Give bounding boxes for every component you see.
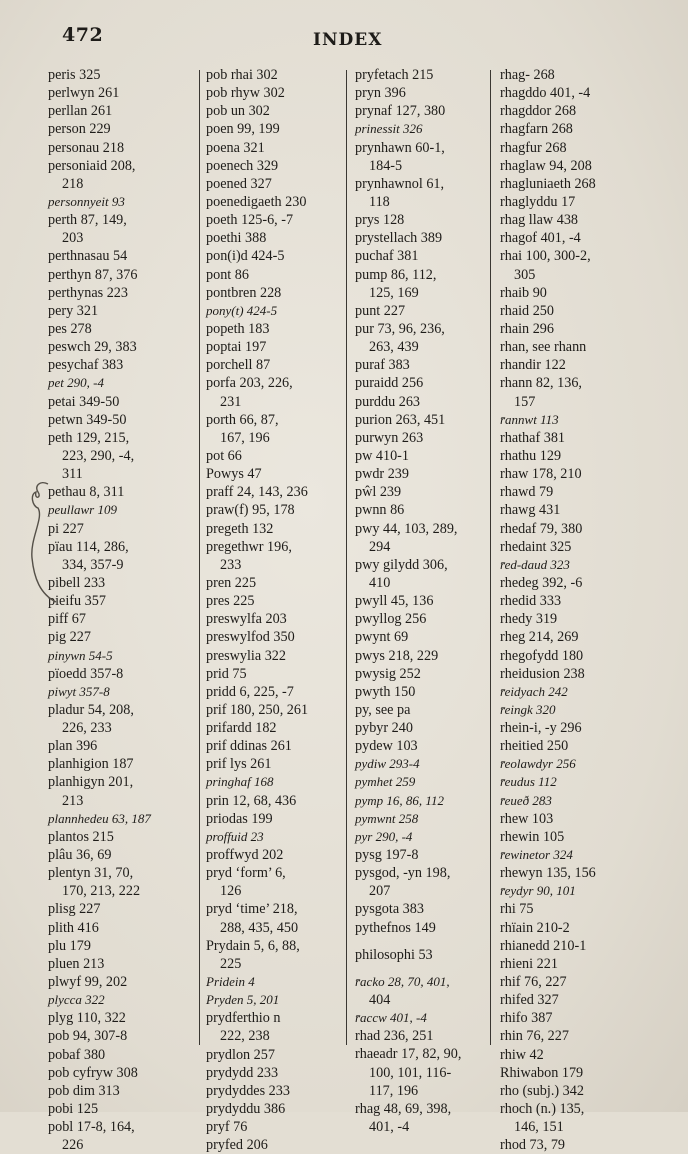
index-entry: personnyeit 93 (48, 193, 125, 209)
index-entry: rhoch (n.) 135, (500, 1101, 585, 1118)
index-entry: prydyddes 233 (206, 1082, 290, 1099)
index-entry-continuation: 207 (369, 883, 391, 900)
index-entry: perthnasau 54 (48, 248, 128, 265)
index-entry: rhag 48, 69, 398, (355, 1100, 452, 1117)
index-entry: personau 218 (48, 139, 125, 156)
index-entry: Powys 47 (206, 466, 262, 483)
index-entry: pur 73, 96, 236, (355, 320, 445, 337)
index-entry-continuation: 305 (514, 266, 536, 283)
index-entry-continuation: 294 (369, 538, 391, 555)
index-entry-continuation: 100, 101, 116- (369, 1064, 452, 1081)
index-entry: rhagluniaeth 268 (500, 175, 596, 192)
index-entry: pydiw 293-4 (355, 756, 420, 772)
index-entry: prifardd 182 (206, 720, 277, 737)
index-entry: piwyt 357-8 (48, 683, 110, 699)
index-entry-continuation: 117, 196 (369, 1082, 419, 1099)
index-entry: Prydain 5, 6, 88, (206, 937, 300, 954)
index-entry: prydferthio n (206, 1010, 281, 1027)
index-entry-continuation: 233 (220, 556, 242, 573)
index-entry: pethau 8, 311 (48, 484, 125, 501)
index-entry: pythefnos 149 (355, 919, 436, 936)
index-entry: peullawr 109 (48, 502, 117, 518)
index-entry: pregethwr 196, (206, 538, 292, 555)
index-entry: praw(f) 95, 178 (206, 502, 295, 519)
index-entry: rhïain 210-2 (500, 919, 570, 936)
index-entry: rhawg 431 (500, 502, 561, 519)
index-entry: prid 75 (206, 665, 247, 682)
index-entry: rhiw 42 (500, 1046, 544, 1063)
index-entry: rhod 73, 79 (500, 1137, 566, 1154)
index-entry: pwyll 45, 136 (355, 593, 434, 610)
index-entry: pregeth 132 (206, 520, 274, 537)
index-entry: rhew 103 (500, 810, 554, 827)
index-column-1 (48, 66, 194, 1154)
index-entry: pery 321 (48, 302, 99, 319)
index-entry: planhigyn 201, (48, 774, 134, 791)
index-entry: rhaw 178, 210 (500, 466, 582, 483)
index-entry: preswylfod 350 (206, 629, 295, 646)
index-entry: proffwyd 202 (206, 847, 284, 864)
index-entry: priodas 199 (206, 810, 273, 827)
index-entry: plith 416 (48, 919, 99, 936)
entry-gap (355, 964, 485, 973)
index-entry: r̄eingk 320 (500, 701, 556, 717)
index-entry: pryn 396 (355, 85, 406, 102)
index-entry: peth 129, 215, (48, 429, 130, 446)
index-entry: rhifed 327 (500, 992, 559, 1009)
index-entry: purddu 263 (355, 393, 421, 410)
index-entry-continuation: 167, 196 (220, 429, 270, 446)
index-entry: rhaglaw 94, 208 (500, 157, 592, 174)
index-entry: pontbren 228 (206, 284, 282, 301)
index-entry: pybyr 240 (355, 720, 413, 737)
index-entry: rhedaf 79, 380 (500, 520, 583, 537)
index-entry: rhagof 401, -4 (500, 230, 581, 247)
index-entry: rhewin 105 (500, 828, 565, 845)
index-entry: porchell 87 (206, 357, 271, 374)
index-entry: pryd ‘time’ 218, (206, 901, 298, 918)
index-entry: pridd 6, 225, -7 (206, 683, 294, 700)
index-entry: pysg 197-8 (355, 847, 419, 864)
index-column-4 (500, 66, 660, 1154)
running-head: INDEX (313, 30, 383, 50)
index-entry: proffuid 23 (206, 828, 264, 844)
index-entry: petai 349-50 (48, 393, 120, 410)
index-entry: pon(i)d 424-5 (206, 248, 285, 265)
index-entry: poenech 329 (206, 157, 279, 174)
index-entry: pymwnt 258 (355, 810, 419, 826)
index-entry: purion 263, 451 (355, 411, 446, 428)
index-entry: rhann 82, 136, (500, 375, 582, 392)
index-entry-continuation: 118 (369, 193, 390, 210)
index-entry: rhathu 129 (500, 447, 562, 464)
index-entry: pesychaf 383 (48, 357, 124, 374)
index-entry: preswylia 322 (206, 647, 286, 664)
index-entry: poen 99, 199 (206, 121, 280, 138)
index-entry: r̄accw 401, -4 (355, 1010, 427, 1026)
column-rule (490, 70, 491, 1045)
index-entry: planhigion 187 (48, 756, 134, 773)
index-entry: pob rhai 302 (206, 67, 278, 83)
index-entry: r̄acko 28, 70, 401, (355, 973, 450, 989)
index-entry-continuation: 225 (220, 955, 242, 972)
index-entry: pryf 76 (206, 1119, 248, 1136)
index-entry: rhianedd 210-1 (500, 937, 587, 954)
index-entry: pwnn 86 (355, 502, 405, 519)
index-entry: prynhawn 60-1, (355, 139, 445, 156)
index-entry-continuation: 126 (220, 883, 242, 900)
index-entry-continuation: 157 (514, 393, 536, 410)
index-entry: pwy 44, 103, 289, (355, 520, 458, 537)
index-entry: rhain 296 (500, 320, 554, 337)
index-entry: prin 12, 68, 436 (206, 792, 297, 809)
index-entry: prif lys 261 (206, 756, 272, 773)
index-entry-continuation: 410 (369, 574, 391, 591)
index-entry: personiaid 208, (48, 157, 136, 174)
pencil-annotation-mark (26, 478, 66, 606)
index-entry: rhi 75 (500, 901, 534, 918)
index-entry: pont 86 (206, 266, 249, 283)
index-entry: poenedigaeth 230 (206, 193, 307, 210)
index-entry: prys 128 (355, 212, 405, 229)
index-entry: r̄ewinetor 324 (500, 847, 573, 863)
index-entry: puraidd 256 (355, 375, 424, 392)
index-entry: pren 225 (206, 574, 257, 591)
index-entry: praff 24, 143, 236 (206, 484, 308, 501)
index-entry: rhifo 387 (500, 1010, 553, 1027)
index-entry-continuation: 311 (62, 466, 83, 483)
index-entry: pïau 114, 286, (48, 538, 129, 555)
index-entry: r̄eolawdyr 256 (500, 756, 576, 772)
index-entry-continuation: 218 (62, 175, 84, 192)
index-entry-continuation: 223, 290, -4, (62, 447, 135, 464)
column-rule (199, 70, 200, 1045)
index-entry: prydydd 233 (206, 1064, 279, 1081)
index-entry-continuation: 231 (220, 393, 242, 410)
entry-gap (355, 937, 485, 946)
index-entry: rhein-i, -y 296 (500, 720, 582, 737)
index-entry: prynhawnol 61, (355, 175, 445, 192)
index-entry: Rhiwabon 179 (500, 1064, 584, 1081)
index-entry: plisg 227 (48, 901, 101, 918)
page-number: 472 (62, 24, 104, 46)
index-entry: prystellach 389 (355, 230, 443, 247)
index-entry: pibell 233 (48, 574, 106, 591)
index-entry-continuation: 404 (369, 992, 391, 1009)
index-entry: prif ddinas 261 (206, 738, 292, 755)
index-entry: perlwyn 261 (48, 85, 120, 102)
index-entry: rhagddor 268 (500, 103, 577, 120)
index-entry: pwyllog 256 (355, 611, 427, 628)
index-entry: prinessit 326 (355, 121, 423, 137)
index-entry: pwyth 150 (355, 683, 416, 700)
index-entry: r̄eidyach 242 (500, 683, 568, 699)
index-entry: rhag- 268 (500, 67, 555, 83)
index-entry: prif 180, 250, 261 (206, 701, 309, 718)
index-entry: pet 290, -4 (48, 375, 104, 391)
index-entry: puchaf 381 (355, 248, 419, 265)
index-entry: rhegofydd 180 (500, 647, 584, 664)
index-entry: pwys 218, 229 (355, 647, 439, 664)
index-entry: preswylfa 203 (206, 611, 287, 628)
index-entry: rhif 76, 227 (500, 974, 567, 991)
index-entry: pobl 17-8, 164, (48, 1119, 135, 1136)
index-entry: rheidusion 238 (500, 665, 585, 682)
index-entry: pob rhyw 302 (206, 85, 285, 102)
index-entry: perllan 261 (48, 103, 113, 120)
index-entry: rhin 76, 227 (500, 1028, 569, 1045)
index-entry: rhathaf 381 (500, 429, 566, 446)
index-entry: rhagfarn 268 (500, 121, 573, 138)
index-entry: rhieni 221 (500, 955, 558, 972)
index-entry: pump 86, 112, (355, 266, 437, 283)
index-entry: rhag llaw 438 (500, 212, 579, 229)
index-entry: pryd ‘form’ 6, (206, 865, 286, 882)
index-entry: plantos 215 (48, 828, 114, 845)
index-entry: plu 179 (48, 937, 91, 954)
index-entry: philosophi 53 (355, 946, 433, 963)
index-entry: plâu 36, 69 (48, 847, 112, 864)
index-entry: r̄eudus 112 (500, 774, 557, 790)
index-entry: Pridein 4 (206, 974, 255, 990)
index-column-3 (355, 66, 485, 1136)
index-entry: perthynas 223 (48, 284, 128, 301)
index-entry: poened 327 (206, 175, 272, 192)
index-entry: prynaf 127, 380 (355, 103, 446, 120)
index-entry: prydyddu 386 (206, 1101, 286, 1118)
index-entry: purwyn 263 (355, 429, 424, 446)
index-entry: poena 321 (206, 139, 265, 156)
index-entry: pymhet 259 (355, 774, 416, 790)
index-entry: r̄ed-daud 323 (500, 556, 570, 572)
index-entry: pluen 213 (48, 955, 105, 972)
index-entry: rhan, see rhann (500, 339, 587, 356)
index-entry: popeth 183 (206, 320, 270, 337)
index-entry: punt 227 (355, 302, 406, 319)
index-entry: rhedid 333 (500, 593, 562, 610)
index-entry: poptai 197 (206, 339, 267, 356)
index-entry-continuation: 226, 233 (62, 720, 112, 737)
index-entry: pob 94, 307-8 (48, 1028, 128, 1045)
index-entry-continuation: 288, 435, 450 (220, 919, 299, 936)
index-entry: person 229 (48, 121, 111, 138)
index-entry: pwynt 69 (355, 629, 409, 646)
index-entry: pob dim 313 (48, 1082, 120, 1099)
index-entry-continuation: 263, 439 (369, 339, 419, 356)
index-entry: plentyn 31, 70, (48, 865, 134, 882)
index-entry: rhai 100, 300-2, (500, 248, 591, 265)
index-entry: rhewyn 135, 156 (500, 865, 596, 882)
index-entry: r̄eueð 283 (500, 792, 552, 808)
index-entry: pŵl 239 (355, 484, 402, 501)
index-entry: pobi 125 (48, 1101, 99, 1118)
index-entry: porth 66, 87, (206, 411, 279, 428)
index-entry: rhedy 319 (500, 611, 558, 628)
index-entry: petwn 349-50 (48, 411, 127, 428)
index-entry: r̄eydyr 90, 101 (500, 883, 576, 899)
index-entry-continuation: 184-5 (369, 157, 403, 174)
index-entry: rhaglyddu 17 (500, 193, 576, 210)
index-entry: plan 396 (48, 738, 98, 755)
index-entry: rhad 236, 251 (355, 1028, 434, 1045)
index-entry: pot 66 (206, 447, 242, 464)
index-entry: pig 227 (48, 629, 91, 646)
index-entry-continuation: 222, 238 (220, 1028, 270, 1045)
index-entry: pydew 103 (355, 738, 418, 755)
index-entry: rhawd 79 (500, 484, 554, 501)
index-entry: rhagddo 401, -4 (500, 85, 591, 102)
index-entry: rhaib 90 (500, 284, 547, 301)
index-entry: pryfetach 215 (355, 67, 434, 83)
index-entry: rhaeadr 17, 82, 90, (355, 1046, 462, 1063)
index-entry-continuation: 226 (62, 1137, 84, 1154)
index-entry-continuation: 146, 151 (514, 1119, 564, 1136)
index-entry: pw 410-1 (355, 447, 409, 464)
index-entry: piff 67 (48, 611, 86, 628)
index-entry: pwysig 252 (355, 665, 421, 682)
index-entry: rhedeg 392, -6 (500, 574, 583, 591)
index-entry: rhagfur 268 (500, 139, 567, 156)
index-entry-continuation: 213 (62, 792, 84, 809)
index-entry: rhandir 122 (500, 357, 566, 374)
index-entry: perthyn 87, 376 (48, 266, 138, 283)
index-entry: peris 325 (48, 67, 101, 83)
index-entry-continuation: 125, 169 (369, 284, 419, 301)
index-entry: plycca 322 (48, 992, 105, 1008)
index-entry-continuation: 401, -4 (369, 1119, 410, 1136)
index-entry: r̄annwt 113 (500, 411, 559, 427)
index-entry-continuation: 334, 357-9 (62, 556, 124, 573)
index-entry: prydlon 257 (206, 1046, 275, 1063)
index-entry: Pryden 5, 201 (206, 992, 280, 1008)
index-entry: py, see pa (355, 701, 411, 718)
index-entry: pres 225 (206, 593, 255, 610)
index-entry: pwy gilydd 306, (355, 556, 448, 573)
index-entry: pyr 290, -4 (355, 828, 413, 844)
index-entry: pob un 302 (206, 103, 270, 120)
index-entry: pony(t) 424-5 (206, 302, 278, 318)
index-entry: peswch 29, 383 (48, 339, 137, 356)
index-entry: puraf 383 (355, 357, 410, 374)
index-entry: pes 278 (48, 320, 92, 337)
column-rule (346, 70, 347, 1045)
index-entry: pïoedd 357-8 (48, 665, 124, 682)
index-entry: pob cyfryw 308 (48, 1064, 138, 1081)
index-entry: pi 227 (48, 520, 84, 537)
index-entry: rheitied 250 (500, 738, 569, 755)
index-entry: rhedaint 325 (500, 538, 572, 555)
index-entry: plwyf 99, 202 (48, 974, 128, 991)
index-entry: poethi 388 (206, 230, 267, 247)
index-entry: rho (subj.) 342 (500, 1082, 584, 1099)
index-entry: pwdr 239 (355, 466, 409, 483)
index-entry: rheg 214, 269 (500, 629, 579, 646)
index-entry: poeth 125-6, -7 (206, 212, 294, 229)
index-entry: pringhaf 168 (206, 774, 274, 790)
index-column-2 (206, 66, 336, 1154)
index-entry: pysgota 383 (355, 901, 424, 918)
index-entry: perth 87, 149, (48, 212, 127, 229)
index-entry: pieifu 357 (48, 593, 106, 610)
index-entry: porfa 203, 226, (206, 375, 293, 392)
index-entry: pinywn 54-5 (48, 647, 113, 663)
index-entry-continuation: 170, 213, 222 (62, 883, 141, 900)
index-entry: pysgod, -yn 198, (355, 865, 451, 882)
index-entry: pymp 16, 86, 112 (355, 792, 444, 808)
index-entry: pryfed 206 (206, 1137, 268, 1154)
index-entry-continuation: 203 (62, 230, 84, 247)
index-entry: plannhedeu 63, 187 (48, 810, 151, 826)
index-entry: plyg 110, 322 (48, 1010, 126, 1027)
index-entry: pobaf 380 (48, 1046, 106, 1063)
index-entry: rhaid 250 (500, 302, 554, 319)
index-entry: pladur 54, 208, (48, 701, 134, 718)
